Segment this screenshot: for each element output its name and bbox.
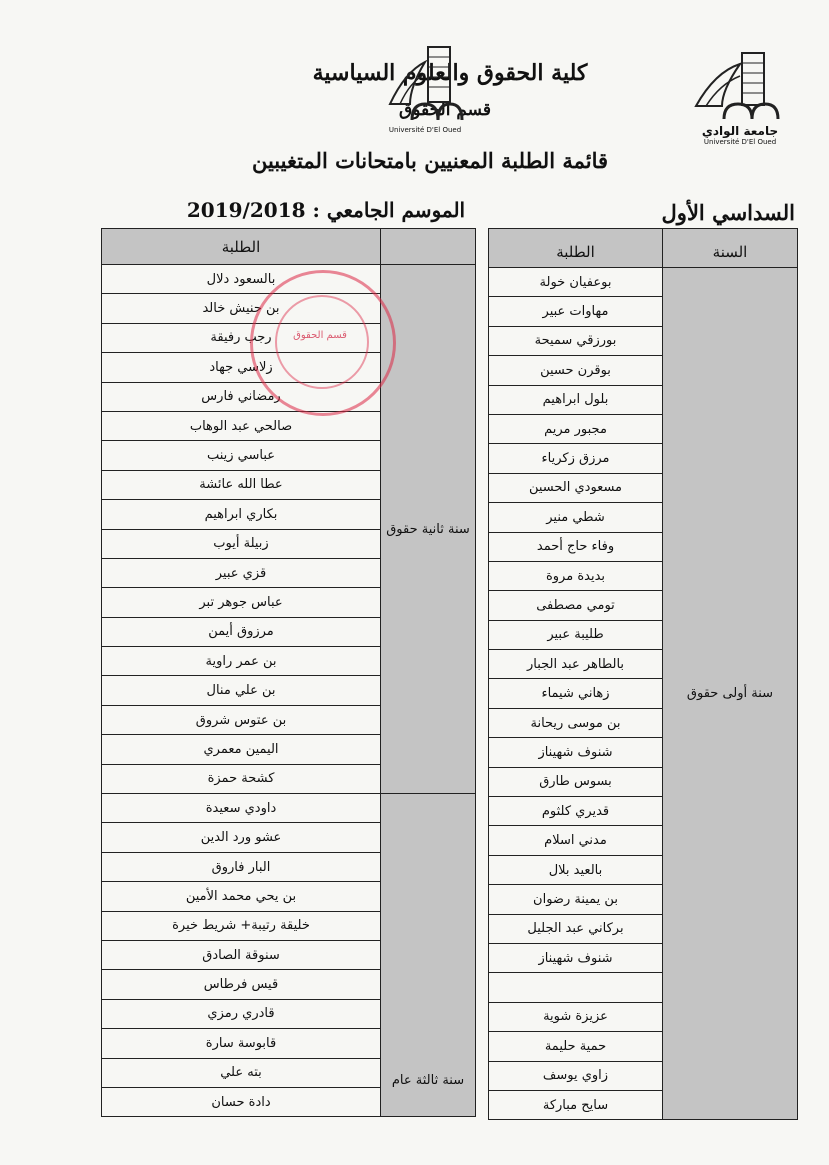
first-year-table [488,228,798,1120]
stamp-text: قسم الحقوق [293,330,347,341]
student-cell: بن حنيش خالد [102,294,381,323]
student-cell: مسعودي الحسين [489,473,663,502]
student-cell: بن موسى ريحانة [489,708,663,737]
student-cell: بوقرن حسين [489,356,663,385]
faculty-title: كلية الحقوق والعلوم السياسية [312,60,588,86]
student-cell: بلول ابراهيم [489,385,663,414]
student-cell: بديدة مروة [489,561,663,590]
student-cell: مهاوات عبير [489,297,663,326]
logo-caption-center: Université D'El Oued [388,126,462,134]
logo-caption-right: Université D'El Oued [703,138,777,146]
student-cell: سنوقة الصادق [102,940,381,969]
student-cell: مرزوق أيمن [102,617,381,646]
semester-label: السداسي الأول [661,200,795,225]
student-cell: قيس فرطاس [102,970,381,999]
header-students: الطلبة [489,229,663,268]
student-cell: سايح مباركة [489,1090,663,1119]
header-students-left: الطلبة [102,229,381,265]
student-cell: زهاني شيماء [489,679,663,708]
student-cell: بن عمر راوية [102,647,381,676]
student-cell: وفاء حاج أحمد [489,532,663,561]
student-cell: عطا الله عائشة [102,470,381,499]
student-cell: بوعفيان خولة [489,268,663,297]
student-cell: صالحي عبد الوهاب [102,411,381,440]
student-cell: عباس جوهر تبر [102,588,381,617]
student-cell: عباسي زينب [102,441,381,470]
student-cell: بن يحي محمد الأمين [102,882,381,911]
table-row [102,794,476,823]
student-cell: مجبور مريم [489,414,663,443]
student-cell: بسوس طارق [489,767,663,796]
student-cell: بالسعود دلال [102,265,381,294]
season-year: 2019/2018 [186,198,306,222]
student-cell: بته علي [102,1058,381,1087]
student-cell [489,973,663,1002]
table-row [489,268,798,297]
student-cell: بن عتوس شروق [102,705,381,734]
student-cell: كشحة حمزة [102,764,381,793]
department-title: قسم الحقوق [399,100,491,120]
header-year-left [381,229,476,265]
academic-season [186,198,466,222]
student-cell: عزيزة شوية [489,1002,663,1031]
student-cell: زاوي يوسف [489,1061,663,1090]
student-cell: اليمين معمري [102,735,381,764]
student-cell: قابوسة سارة [102,1029,381,1058]
header-year: السنة [663,229,798,268]
student-cell: شنوف شهيناز [489,738,663,767]
student-cell: دادة حسان [102,1087,381,1116]
year-label-second: سنة ثانية حقوق [381,265,476,794]
student-cell: شنوف شهيناز [489,943,663,972]
year-label-first: سنة أولى حقوق [663,268,798,1120]
season-label: الموسم الجامعي : [312,198,466,222]
student-cell: رمضاني فارس [102,382,381,411]
student-cell: مرزق زكرياء [489,444,663,473]
student-cell: حمية حليمة [489,1032,663,1061]
student-cell: عشو ورد الدين [102,823,381,852]
student-cell: مدني اسلام [489,826,663,855]
student-cell: رجب رفيقة [102,323,381,352]
student-cell: تومي مصطفى [489,591,663,620]
student-cell: البار فاروق [102,852,381,881]
university-logo-right [690,50,790,145]
student-cell: بالطاهر عبد الجبار [489,650,663,679]
student-cell: شطي منير [489,503,663,532]
student-cell: داودي سعيدة [102,794,381,823]
year-label-third: سنة ثالثة عام [381,794,476,1117]
student-cell: بركاني عبد الجليل [489,914,663,943]
list-title: قائمة الطلبة المعنيين بامتحانات المتغيبين [251,148,609,173]
student-cell: زلاسي جهاد [102,353,381,382]
student-cell: بكاري ابراهيم [102,500,381,529]
student-cell: قادري رمزي [102,999,381,1028]
student-cell: بن يمينة رضوان [489,885,663,914]
student-cell: بورزقي سميحة [489,326,663,355]
logo-name: جامعة الوادي [701,124,779,138]
student-cell: قزي عبير [102,558,381,587]
student-cell: خليقة رتيبة+ شريط خيرة [102,911,381,940]
student-cell: بالعيد بلال [489,855,663,884]
official-stamp-inner [275,295,369,389]
student-cell: زبيلة أيوب [102,529,381,558]
student-cell: قديري كلثوم [489,797,663,826]
student-cell: طليبة عبير [489,620,663,649]
student-cell: بن علي منال [102,676,381,705]
university-logo-center [380,42,470,134]
